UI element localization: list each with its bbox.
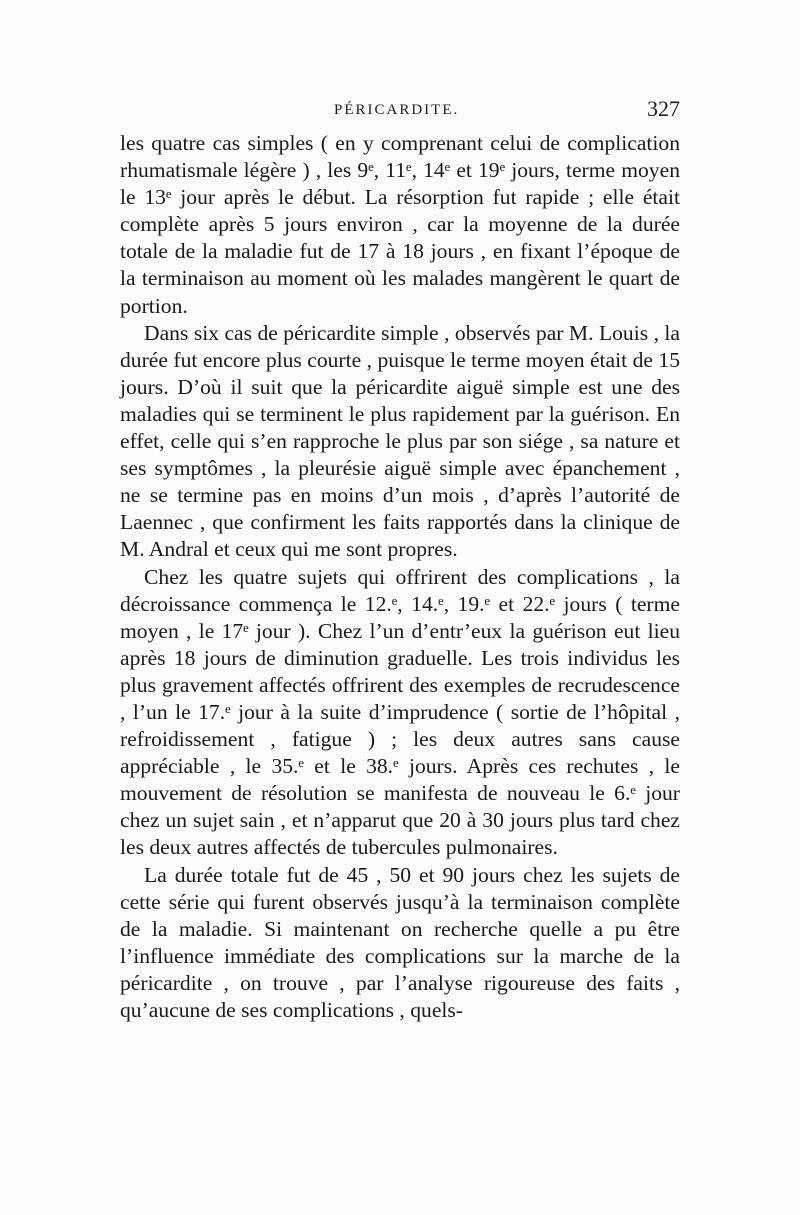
paragraph: La durée totale fut de 45 , 50 et 90 jours chez les sujets de cette série qui furent observés jusqu’à la terminaison complète de la maladie. Si maintenant on recherche quelle a pu être l’influence immédiate des complications sur la marche de la péricardite , on trouve , par l’analyse rigoureuse des faits , qu’aucune de ses complications , quels-: [120, 862, 680, 1022]
page-header: [120, 96, 680, 126]
body-text: [120, 130, 680, 1024]
page-number: 327: [647, 96, 680, 121]
paragraph: Chez les quatre sujets qui offrirent des complications , la décroissance commença le 12.ᵉ, 14.ᵉ, 19.ᵉ et 22.ᵉ jours ( terme moyen , le 17ᵉ jour ). Chez l’un d’entr’eux la guérison eut lieu après 18 jours de diminution graduelle. Les trois individus les plus gravement affectés offrirent des exemples de recrudescence , l’un le 17.ᵉ jour à la suite d’imprudence ( sortie de l’hôpital , refroidissement , fatigue ) ; les deux autres sans cause appréciable , le 35.ᵉ et le 38.ᵉ jours. Après ces rechutes , le mouvement de résolution se manifesta de nouveau le 6.ᵉ jour chez un sujet sain , et n’apparut que 20 à 30 jours plus tard chez les deux autres affectés de tubercules pulmonaires.: [120, 564, 680, 860]
paragraph: les quatre cas simples ( en y comprenant celui de complication rhumatismale légère ) , les 9ᵉ, 11ᵉ, 14ᵉ et 19ᵉ jours, terme moyen le 13ᵉ jour après le début. La résorption fut rapide ; elle était complète après 5 jours environ , car la moyenne de la durée totale de la maladie fut de 17 à 18 jours , en fixant l’époque de la terminaison au moment où les malades mangèrent le quart de portion.: [120, 131, 680, 318]
running-head: PÉRICARDITE.: [334, 102, 460, 118]
paragraph: Dans six cas de péricardite simple , observés par M. Louis , la durée fut encore plus courte , puisque le terme moyen était de 15 jours. D’où il suit que la péricardite aiguë simple est une des maladies qui se terminent le plus rapidement par la guérison. En effet, celle qui s’en rapproche le plus par son siége , sa nature et ses symptômes , la pleurésie aiguë simple avec épanchement , ne se termine pas en moins d’un mois , d’après l’autorité de Laennec , que confirment les faits rapportés dans la clinique de M. Andral et ceux qui me sont propres.: [120, 320, 680, 562]
